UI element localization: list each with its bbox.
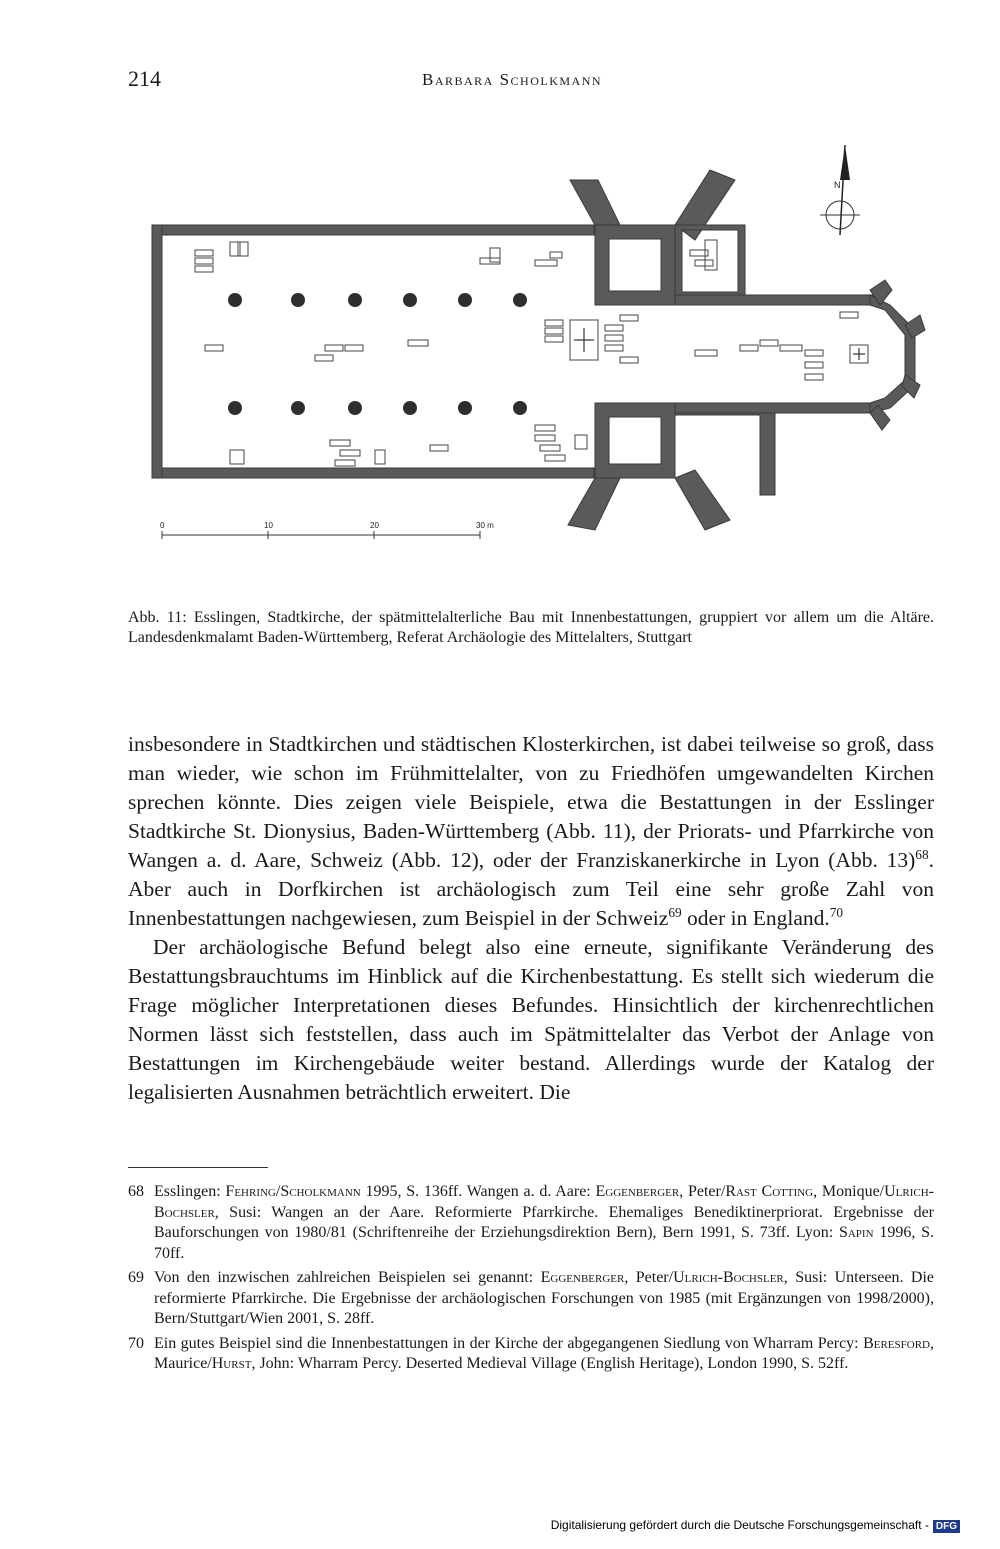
footnote-ref-70[interactable]: 70 (829, 904, 844, 920)
figure-caption: Abb. 11: Esslingen, Stadtkirche, der spätmittelalterliche Bau mit Innenbestattungen, gruppiert vor allem um die Altäre. Landesdenkmalamt Baden-Württemberg, Referat Archäologie des Mittelalters, Stuttgart (128, 609, 934, 646)
dfg-logo: DFG (933, 1520, 960, 1533)
choir-north-wall (675, 295, 875, 305)
north-label: N (834, 180, 841, 190)
footnote-author: Ulrich-Bochsler (673, 1269, 784, 1286)
paragraph-1-part-a: insbesondere in Stadtkirchen und städtischen Klosterkirchen, ist dabei teilweise so groß, dass man wieder, wie schon im Frühmittelalter, von zu Friedhöfen umgewandelten Kirchen sprechen könnte. Dies zeigen viele Beispiele, etwa die Bestattungen in der Esslinger Stadtkirche St. Dionysius, Baden-Württemberg (Abb. 11), der Priorats- und Pfarrkirche von Wangen a. d. Aare, Schweiz (Abb. 12), oder der Franziskanerkirche in Lyon (Abb. 13) (128, 732, 934, 872)
footnote-text: Ein gutes Beispiel sind die Innenbestattungen in der Kirche der abgegangenen Siedlung von Wharram Percy: (154, 1334, 864, 1352)
footnote-text: , Susi: Wangen an der Aare. Reformierte Pfarrkirche. Ehemaliges Benediktinerpriorat. Ergebnisse der Bauforschungen von 1980/81 (Schriftenreihe der Erziehungsdirektion Bern), Bern 1991, S. 73ff. Lyon: (154, 1203, 934, 1241)
paragraph-2: Der archäologische Befund belegt also eine erneute, signifikante Veränderung des Bestattungsbrauchtums im Hinblick auf die Kirchenbestattung. Es stellt sich wiederum die Frage möglicher Interpretationen dieses Befundes. Hinsichtlich der kirchenrechtlichen Normen lässt sich feststellen, dass auch im Spätmittelalter das Verbot der Anlage von Bestattungen im Kirchengebäude weiter bestand. Allerdings wurde der Katalog der legalisierten Ausnahmen beträchtlich erweitert. Die (128, 935, 934, 1104)
scale-label-10: 10 (264, 521, 273, 530)
scale-bar (160, 521, 494, 539)
footnote-text: 1996, S. 70ff. (154, 1224, 934, 1262)
footnote-author: Hurst (211, 1355, 252, 1372)
footnote-text: , John: Wharram Percy. Deserted Medieval Village (English Heritage), London 1990, S. 52ff. (251, 1355, 849, 1372)
nave-south-wall (152, 468, 594, 478)
footnote-author: Rast Cotting (725, 1183, 814, 1200)
buttress-nw (570, 180, 620, 225)
choir-south-wall (675, 403, 875, 413)
north-chapel (675, 225, 745, 300)
nave-north-wall (152, 225, 594, 235)
footnote-68 (128, 1182, 934, 1264)
altar-crosses (574, 328, 865, 360)
body-text (128, 730, 934, 1107)
footnote-author: Ulrich-Bochsler (154, 1183, 935, 1221)
north-arrow (820, 145, 860, 235)
church-floor-plan-figure (150, 140, 930, 560)
scale-label-20: 20 (370, 521, 379, 530)
north-tower (595, 225, 675, 305)
footnote-author: Beresford (863, 1334, 930, 1352)
footnote-author: Eggenberger (595, 1183, 680, 1200)
footnote-ref-69[interactable]: 69 (668, 904, 682, 920)
digitization-credit (551, 1518, 960, 1533)
choir-apse (870, 295, 915, 413)
buttress-se (675, 470, 730, 530)
footnote-author: Sapin (838, 1224, 874, 1241)
church-floor-plan (150, 140, 930, 560)
nave-pillars (228, 293, 527, 415)
credit-text: Digitalisierung gefördert durch die Deutsche Forschungsgemeinschaft - (550, 1518, 929, 1532)
page-number: 214 (128, 66, 161, 91)
paragraph-1-part-c: oder in England. (681, 906, 830, 930)
page-header (128, 66, 932, 102)
footnote-text: , Peter/ (679, 1183, 726, 1200)
footnote-number: 68 (128, 1183, 144, 1200)
nave-west-wall (152, 225, 162, 478)
footnote-text: Von den inzwischen zahlreichen Beispielen sei genannt: (154, 1269, 541, 1286)
footnote-text: , Peter/ (624, 1269, 674, 1286)
footnote-text: 1995, S. 136ff. Wangen a. d. Aare: (360, 1183, 596, 1200)
footnote-author: Fehring/Scholkmann (225, 1183, 361, 1200)
south-tower (595, 403, 675, 478)
footnote-text: Esslingen: (154, 1183, 226, 1200)
footnote-rule (128, 1167, 268, 1168)
footnotes (128, 1182, 934, 1379)
buttress-sw (568, 478, 620, 530)
footnote-ref-68[interactable]: 68 (915, 846, 929, 862)
footnote-author: Eggenberger (540, 1269, 625, 1286)
footnote-number: 70 (128, 1334, 144, 1352)
footnote-69 (128, 1268, 934, 1330)
footnote-text: , Susi: Unterseen. Die reformierte Pfarrkirche. Die Ergebnisse der archäologischen Forschungen von 1985 (mit Ergänzungen von 1998/2000), Bern/Stuttgart/Wien 2001, S. 28ff. (154, 1269, 935, 1327)
scale-label-30: 30 m (476, 521, 494, 530)
paragraph-1 (128, 730, 934, 933)
footnote-text: , Monique/ (813, 1183, 885, 1200)
running-head: Barbara Scholkmann (422, 70, 603, 89)
footnote-text: , Maurice/ (154, 1334, 934, 1372)
paragraph-1-part-b: . Aber auch in Dorfkirchen ist archäologisch zum Teil eine sehr große Zahl von Innenbestattungen nachgewiesen, zum Beispiel in der Schweiz (128, 848, 934, 930)
footnote-number: 69 (128, 1269, 144, 1286)
scale-label-0: 0 (160, 521, 165, 530)
footnote-70 (128, 1334, 934, 1375)
